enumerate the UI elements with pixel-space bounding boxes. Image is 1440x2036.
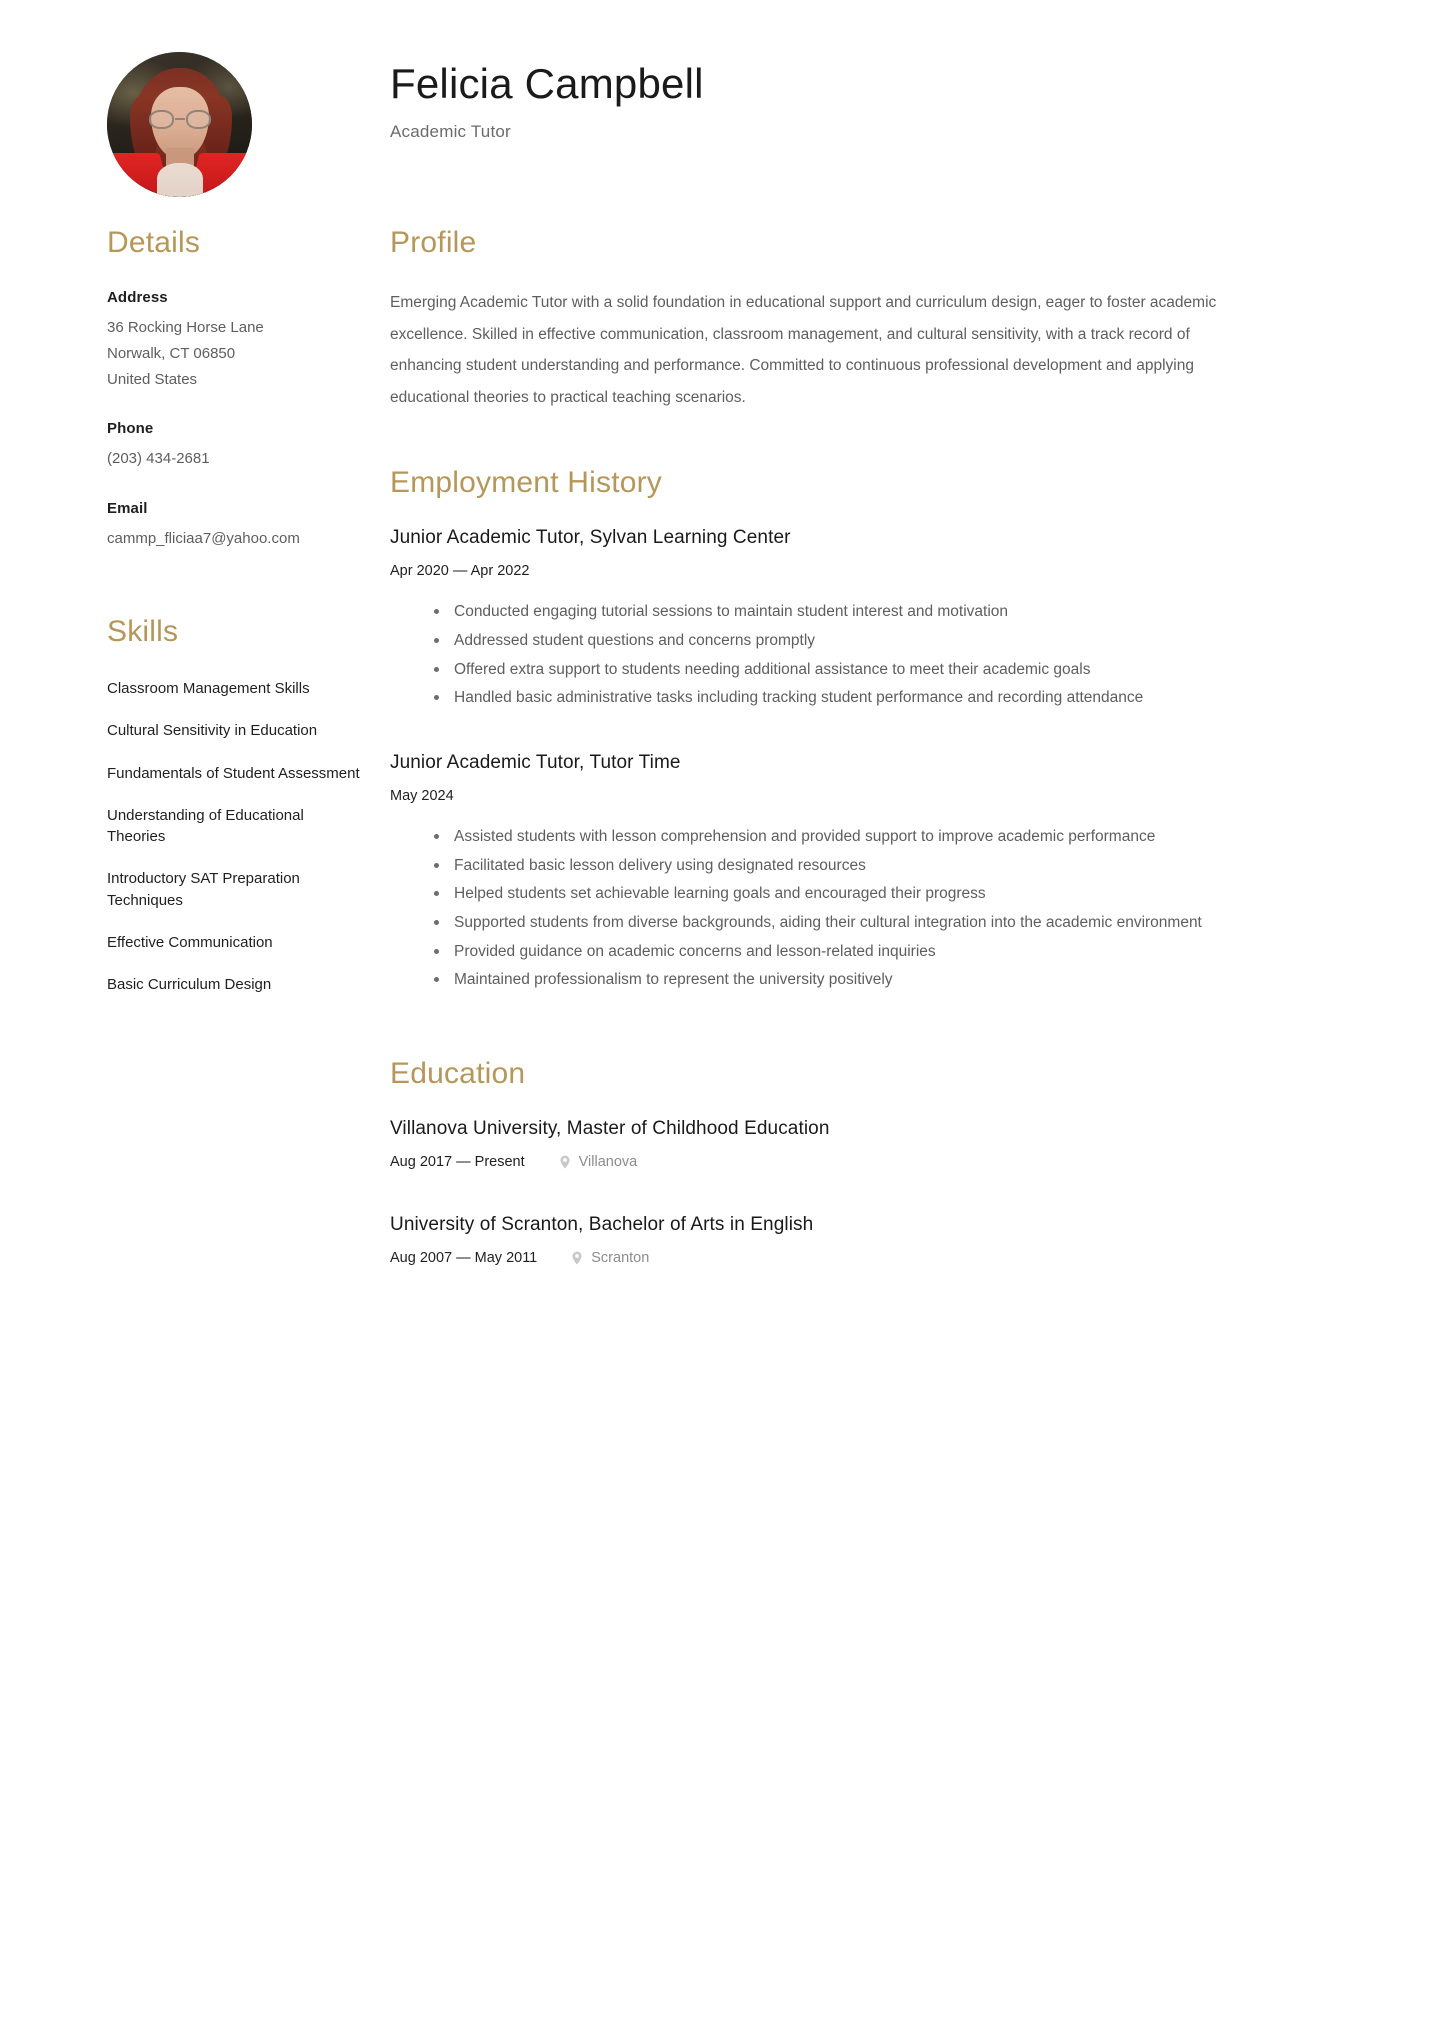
entry-title: University of Scranton, Bachelor of Arts in English <box>390 1214 814 1235</box>
employment-section-heading: Employment History <box>390 466 663 500</box>
photo-column <box>0 52 390 197</box>
job-title: Academic Tutor <box>390 122 511 142</box>
entry-meta <box>390 563 1332 579</box>
entry-date: May 2024 <box>390 788 454 805</box>
list-item: Helped students set achievable learning goals and encouraged their progress <box>430 881 1270 908</box>
entry-title: Junior Academic Tutor, Tutor Time <box>390 752 681 774</box>
list-item: Handled basic administrative tasks including tracking student performance and recording attendance <box>430 685 1270 712</box>
glasses-icon <box>149 110 211 129</box>
entry-meta <box>390 788 1332 804</box>
skills-list <box>107 678 362 996</box>
entry-date: Aug 2017 — Present <box>390 1154 525 1170</box>
list-item: Maintained professionalism to represent the university positively <box>430 967 1270 994</box>
skill-item: Introductory SAT Preparation Techniques <box>107 870 300 909</box>
resume-header <box>0 0 1440 197</box>
education-section <box>390 1056 1332 1266</box>
employment-section <box>390 465 1332 994</box>
skill-item: Classroom Management Skills <box>107 679 310 697</box>
skill-item: Effective Communication <box>107 934 273 952</box>
list-item: Conducted engaging tutorial sessions to maintain student interest and motivation <box>430 599 1270 626</box>
entry-location-label: Villanova <box>578 1154 638 1170</box>
sidebar <box>0 225 390 1017</box>
entry-date: Apr 2020 — Apr 2022 <box>390 563 530 580</box>
entry-location <box>571 1250 649 1266</box>
entry <box>390 1118 1332 1170</box>
entry-meta <box>390 1250 1332 1266</box>
profile-section <box>390 225 1332 413</box>
phone-label: Phone <box>107 420 154 438</box>
address-label: Address <box>107 289 168 306</box>
entry-title: Junior Academic Tutor, Sylvan Learning Center <box>390 527 791 549</box>
main-column <box>390 225 1440 1312</box>
address-line-3: United States <box>107 370 198 388</box>
email-group <box>107 500 362 552</box>
address-line-1: 36 Rocking Horse Lane <box>107 319 264 336</box>
list-item: Assisted students with lesson comprehension and provided support to improve academic performance <box>430 824 1270 851</box>
address-group <box>107 289 362 392</box>
name-column <box>390 52 704 142</box>
profile-section-heading: Profile <box>390 226 477 259</box>
entry-location <box>559 1154 638 1170</box>
details-section-heading: Details <box>107 226 201 259</box>
page-title: Felicia Campbell <box>390 60 704 107</box>
entry-date: Aug 2007 — May 2011 <box>390 1250 538 1266</box>
email-label: Email <box>107 500 148 518</box>
list-item: Facilitated basic lesson delivery using designated resources <box>430 853 1270 880</box>
address-value <box>107 315 362 392</box>
list-item: Supported students from diverse backgrounds, aiding their cultural integration into the academic environment <box>430 910 1270 937</box>
education-section-heading: Education <box>390 1057 526 1090</box>
entry-title: Villanova University, Master of Childhood Education <box>390 1118 830 1139</box>
map-pin-icon <box>571 1251 583 1265</box>
entry-meta <box>390 1154 1332 1170</box>
entry <box>390 1214 1332 1266</box>
profile-text: Emerging Academic Tutor with a solid foundation in educational support and curriculum design, eager to foster academic excellence. Skilled in effective communication, classroom management, and cultural sensitivity, with a track record of enhancing student understanding and performance. Committed to continuous professional development and applying educational theories to practical teaching scenarios. <box>390 294 1217 406</box>
skill-item: Basic Curriculum Design <box>107 976 272 994</box>
entry-bullet-list <box>390 824 1270 994</box>
phone-group <box>107 420 362 472</box>
list-item: Provided guidance on academic concerns and lesson-related inquiries <box>430 939 1270 966</box>
phone-value: (203) 434-2681 <box>107 450 210 468</box>
education-entries <box>390 1118 1332 1266</box>
entry-location-label: Scranton <box>591 1250 650 1266</box>
avatar <box>107 52 252 197</box>
list-item: Addressed student questions and concerns promptly <box>430 628 1270 655</box>
employment-entries <box>390 527 1332 994</box>
address-line-2: Norwalk, CT 06850 <box>107 344 236 362</box>
skill-item: Cultural Sensitivity in Education <box>107 722 318 740</box>
entry <box>390 752 1332 994</box>
avatar-blouse <box>157 163 203 197</box>
skills-section-heading: Skills <box>107 614 179 648</box>
skill-item: Understanding of Educational Theories <box>107 806 304 846</box>
list-item: Offered extra support to students needing additional assistance to meet their academic goals <box>430 657 1270 684</box>
map-pin-icon <box>559 1155 571 1169</box>
resume-body <box>0 197 1440 1312</box>
skill-item: Fundamentals of Student Assessment <box>107 764 360 782</box>
email-value: cammp_fliciaa7@yahoo.com <box>107 530 300 548</box>
entry <box>390 527 1332 712</box>
entry-bullet-list <box>390 599 1270 712</box>
